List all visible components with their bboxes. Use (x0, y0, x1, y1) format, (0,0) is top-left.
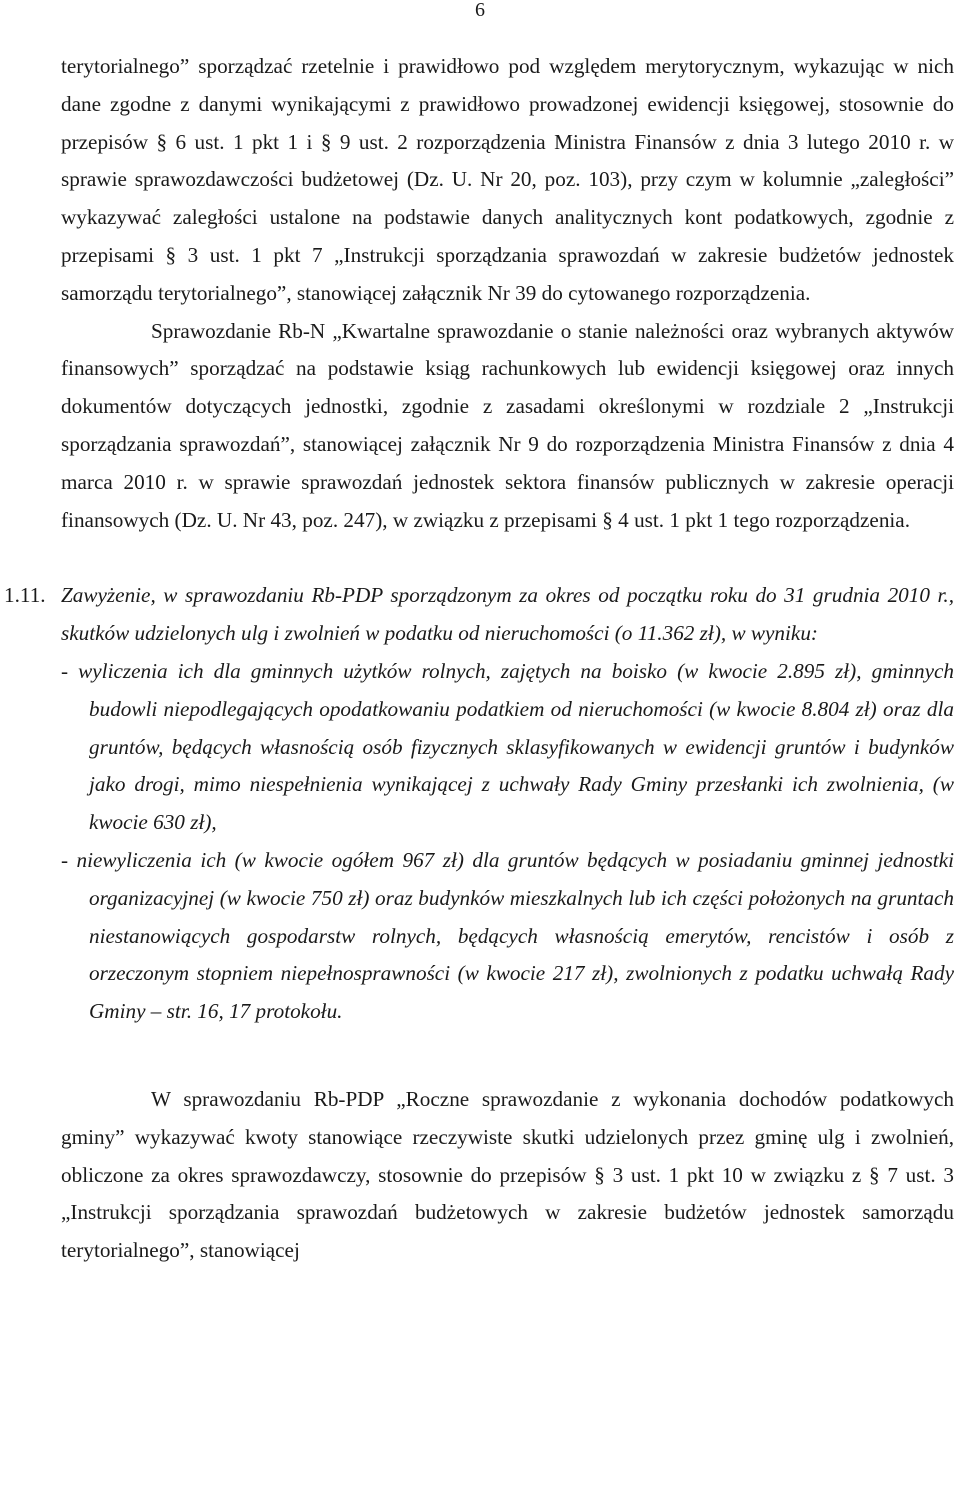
list-item: - niewyliczenia ich (w kwocie ogółem 967 zł) dla gruntów będących w posiadaniu gminnej jednostki organizacyjnej (w kwocie 750 zł) oraz budynków mieszkalnych lub ich części położonych na gruntach niestanowiących gospodarstw rolnych, będących własnością emerytów, rencistów i osób z orzeczonym stopniem niepełnosprawności (w kwocie 217 zł), zwolnionych z podatku uchwałą Rady Gminy – str. 16, 17 protokołu. (61, 847, 954, 1024)
paragraph-rb-n: Sprawozdanie Rb-N „Kwartalne sprawozdanie o stanie należności oraz wybranych aktywów finansowych” sporządzać na podstawie ksiąg rachunkowych lub ewidencji księgowej oraz innych dokumentów dotyczących jednostki, zgodnie z zasadami określonymi w rozdziale 2 „Instrukcji sporządzania sprawozdań”, stanowiącej załącznik Nr 9 do rozporządzenia Ministra Finansów z dnia 4 marca 2010 r. w sprawie sprawozdań jednostek sektora finansów publicznych w zakresie operacji finansowych (Dz. U. Nr 43, poz. 247), w związku z przepisami § 4 ust. 1 pkt 1 tego rozporządzenia. (61, 318, 954, 532)
paragraph-continuation: terytorialnego” sporządzać rzetelnie i prawidłowo pod względem merytorycznym, wykazując w nich dane zgodne z danymi wynikającymi z prawidłowo prowadzonej ewidencji księgowej, stosownie do przepisów § 6 ust. 1 pkt 1 i § 9 ust. 2 rozporządzenia Ministra Finansów z dnia 3 lutego 2010 r. w sprawie sprawozdawczości budżetowej (Dz. U. Nr 20, poz. 103), przy czym w kolumnie „zaległości” wykazywać zaległości ustalone na podstawie danych analitycznych kont podatkowych, zgodnie z przepisami § 3 ust. 1 pkt 7 „Instrukcji sporządzania sprawozdań w zakresie budżetów jednostek samorządu terytorialnego”, stanowiącej załącznik Nr 39 do cytowanego rozporządzenia. (61, 54, 954, 305)
finding-section (4, 577, 954, 1031)
document-body (4, 48, 954, 1270)
spacer (61, 539, 954, 577)
list-item: - wyliczenia ich dla gminnych użytków rolnych, zajętych na boisko (w kwocie 2.895 zł), gminnych budowli niepodlegających opodatkowaniu podatkiem od nieruchomości (w kwocie 8.804 zł) oraz dla gruntów, będących własnością osób fizycznych sklasyfikowanych w ewidencji gruntów i budynków jako drogi, mimo niespełnienia wynikającej z uchwały Rady Gminy przesłanki ich zwolnienia, (w kwocie 630 zł), (61, 658, 954, 835)
spacer (61, 1031, 954, 1081)
page-number: 6 (475, 0, 485, 21)
section-number: 1.11. (4, 583, 46, 608)
paragraph-rb-pdp: W sprawozdaniu Rb-PDP „Roczne sprawozdanie z wykonania dochodów podatkowych gminy” wykazywać kwoty stanowiące rzeczywiste skutki udzielonych przez gminę ulg i zwolnień, obliczone za okres sprawozdawczy, stosownie do przepisów § 3 ust. 1 pkt 10 w związku z § 7 ust. 3 „Instrukcji sporządzania sprawozdań budżetowych w zakresie budżetów jednostek samorządu terytorialnego”, stanowiącej (61, 1086, 954, 1263)
section-heading: Zawyżenie, w sprawozdaniu Rb-PDP sporządzonym za okres od początku roku do 31 grudnia 2010 r., skutków udzielonych ulg i zwolnień w podatku od nieruchomości (o 11.362 zł), w wyniku: (61, 583, 954, 646)
